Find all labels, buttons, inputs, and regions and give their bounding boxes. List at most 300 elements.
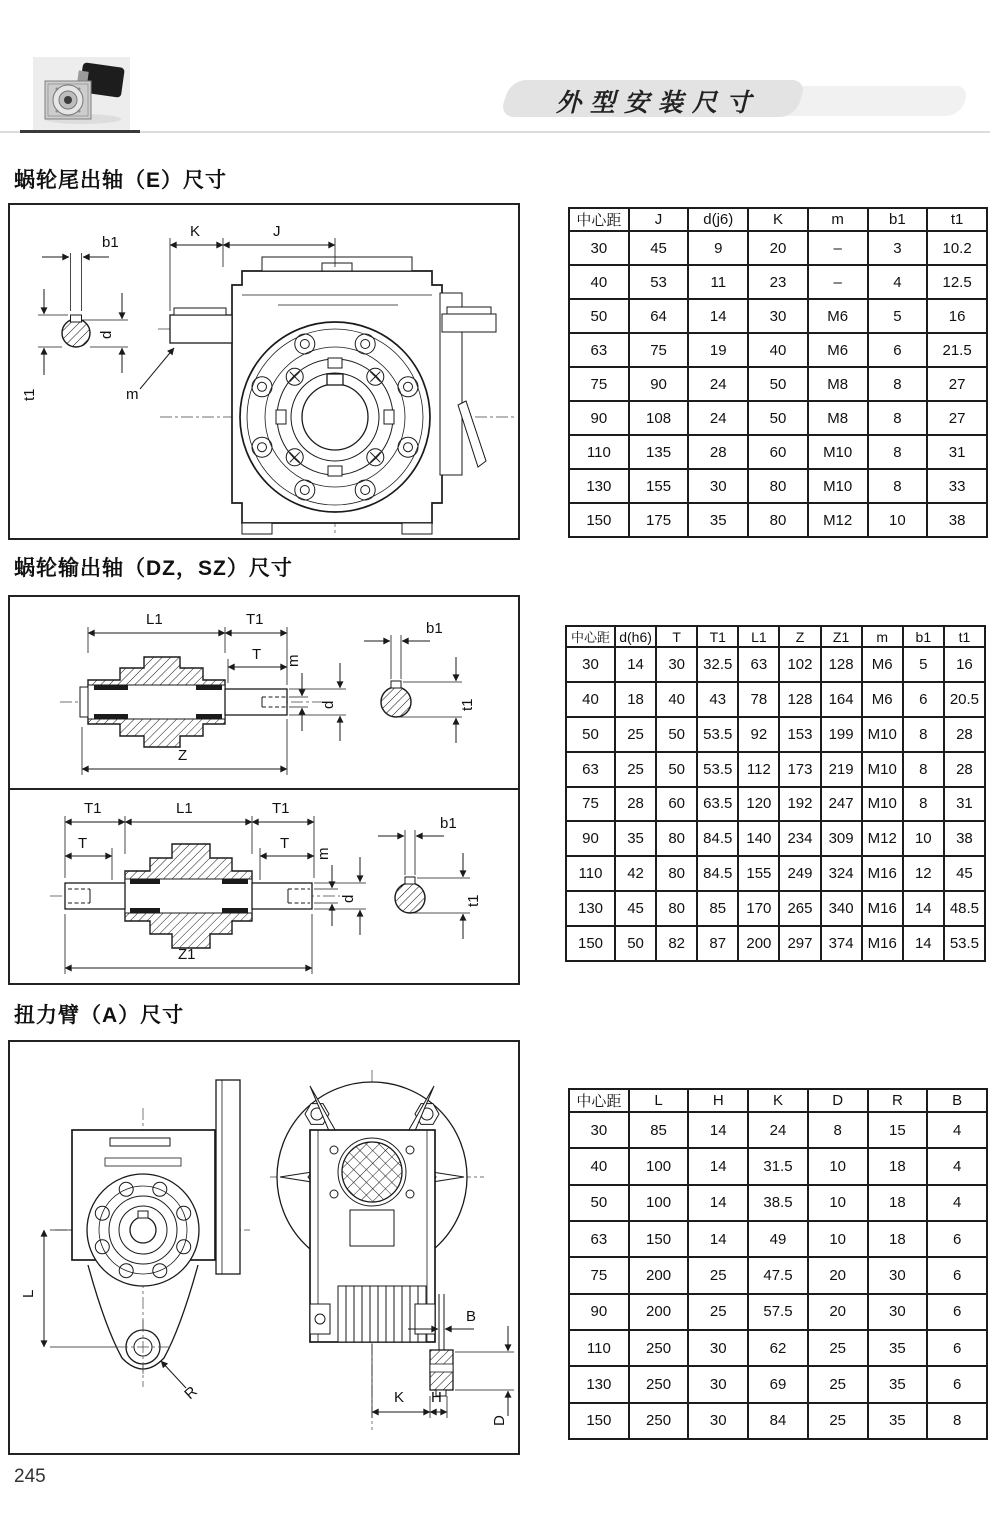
shaft-cross-section-single	[364, 620, 476, 743]
table-cell: 30	[748, 299, 808, 333]
table-cell: 63	[569, 1221, 629, 1257]
table-cell: 11	[688, 265, 748, 299]
table-cell: 25	[615, 752, 656, 787]
table-cell: M6	[862, 647, 903, 682]
table-row	[569, 1148, 987, 1184]
table-cell: 85	[629, 1112, 689, 1148]
table-cell: 130	[566, 891, 615, 926]
table-cell: 25	[808, 1366, 868, 1402]
tail-shaft-e-svg	[10, 205, 518, 538]
column-header: 中心距	[569, 208, 629, 231]
table-cell: 25	[808, 1403, 868, 1439]
table-cell: 30	[688, 469, 748, 503]
table-cell: 265	[779, 891, 820, 926]
table-cell: 30	[566, 647, 615, 682]
table-cell: 25	[688, 1294, 748, 1330]
column-header: 中心距	[566, 626, 615, 647]
table-cell: 6	[927, 1294, 987, 1330]
table-cell: 155	[738, 856, 779, 891]
table-cell: 28	[688, 435, 748, 469]
column-header: t1	[927, 208, 987, 231]
table-cell: 8	[868, 367, 928, 401]
table-cell: 6	[927, 1330, 987, 1366]
table-cell: 27	[927, 401, 987, 435]
table-cell: 53.5	[697, 752, 738, 787]
table-cell: 84.5	[697, 856, 738, 891]
table-cell: 150	[569, 1403, 629, 1439]
table-cell: 250	[629, 1403, 689, 1439]
table-cell: 75	[629, 333, 689, 367]
drawing-output-shaft-dz-sz	[8, 595, 520, 985]
table-cell: 40	[569, 1148, 629, 1184]
dim-label-L: L	[20, 1289, 37, 1298]
dim-label-m: m	[126, 386, 139, 403]
column-header: b1	[903, 626, 944, 647]
table-cell: 4	[927, 1112, 987, 1148]
dim-label-b1: b1	[426, 620, 443, 637]
table-cell: 57.5	[748, 1294, 808, 1330]
column-header: Z1	[821, 626, 862, 647]
gearbox-front-view	[158, 257, 514, 536]
table-cell: 108	[629, 401, 689, 435]
table-cell: 30	[688, 1330, 748, 1366]
table-row	[566, 821, 985, 856]
table-cell: M10	[862, 717, 903, 752]
header-row	[566, 626, 985, 647]
flange-plate-side	[216, 1080, 240, 1274]
table-cell: 48.5	[944, 891, 985, 926]
table-cell: 8	[808, 1112, 868, 1148]
table-cell: 80	[656, 821, 697, 856]
table-row	[569, 231, 987, 265]
column-header: K	[748, 208, 808, 231]
table-cell: 340	[821, 891, 862, 926]
table-cell: 38.5	[748, 1185, 808, 1221]
table-cell: 80	[748, 503, 808, 537]
table-cell: 10	[808, 1148, 868, 1184]
table-row	[566, 682, 985, 717]
table-cell: 110	[569, 1330, 629, 1366]
table-cell: 62	[748, 1330, 808, 1366]
table-cell: 12.5	[927, 265, 987, 299]
table-row	[569, 1257, 987, 1293]
table-cell: 35	[868, 1403, 928, 1439]
table-cell: 50	[748, 401, 808, 435]
column-header: L1	[738, 626, 779, 647]
table-cell: 374	[821, 926, 862, 961]
table-cell: 5	[868, 299, 928, 333]
header-row	[569, 208, 987, 231]
table-cell: 63	[566, 752, 615, 787]
table-row	[566, 926, 985, 961]
table-row	[569, 333, 987, 367]
section-title-output-shaft-dz-sz: 蜗轮输出轴（DZ，SZ）尺寸	[14, 557, 293, 580]
table-row	[566, 717, 985, 752]
table-cell: 128	[821, 647, 862, 682]
table-cell: 6	[927, 1366, 987, 1402]
table-cell: 19	[688, 333, 748, 367]
dim-label-T: T	[252, 646, 262, 663]
dim-label-b1: b1	[440, 815, 457, 832]
table-cell: M6	[808, 333, 868, 367]
shaft-cross-section-double	[378, 815, 482, 939]
table-cell: 219	[821, 752, 862, 787]
table-cell: 90	[569, 1294, 629, 1330]
dimension-table-a	[568, 1088, 988, 1440]
table-row	[569, 1366, 987, 1402]
page-number: 245	[14, 1466, 46, 1487]
table-cell: 120	[738, 787, 779, 822]
table-cell: 20	[748, 231, 808, 265]
table-torque-arm	[568, 1088, 988, 1440]
section-title-torque-arm-a: 扭力臂（A）尺寸	[14, 1004, 185, 1027]
table-cell: 14	[688, 299, 748, 333]
torque-arm-side-view	[270, 1070, 514, 1430]
table-cell: 8	[868, 401, 928, 435]
dim-label-K: K	[394, 1389, 405, 1406]
table-cell: 64	[629, 299, 689, 333]
table-cell: 50	[615, 926, 656, 961]
table-cell: 14	[688, 1112, 748, 1148]
table-cell: 8	[868, 469, 928, 503]
dim-label-T1-left: T1	[84, 800, 102, 817]
table-row	[569, 367, 987, 401]
column-header: L	[629, 1089, 689, 1112]
table-cell: M6	[862, 682, 903, 717]
column-header: d(h6)	[615, 626, 656, 647]
table-cell: 75	[566, 787, 615, 822]
table-row	[569, 1221, 987, 1257]
table-cell: 10	[808, 1185, 868, 1221]
table-cell: 100	[629, 1148, 689, 1184]
table-cell: 80	[656, 891, 697, 926]
table-cell: 16	[927, 299, 987, 333]
table-cell: 8	[903, 787, 944, 822]
table-cell: M10	[808, 435, 868, 469]
drawing-tail-shaft-e	[8, 203, 520, 540]
table-cell: 35	[868, 1330, 928, 1366]
table-cell: M16	[862, 926, 903, 961]
table-cell: 24	[748, 1112, 808, 1148]
table-cell: 45	[615, 891, 656, 926]
table-cell: 170	[738, 891, 779, 926]
table-cell: 153	[779, 717, 820, 752]
table-cell: 45	[944, 856, 985, 891]
table-cell: 155	[629, 469, 689, 503]
table-cell: 63.5	[697, 787, 738, 822]
table-cell: 53	[629, 265, 689, 299]
table-cell: 63	[738, 647, 779, 682]
table-cell: 14	[688, 1185, 748, 1221]
column-header: T	[656, 626, 697, 647]
column-header: K	[748, 1089, 808, 1112]
table-cell: 40	[748, 333, 808, 367]
table-cell: 6	[868, 333, 928, 367]
table-cell: M16	[862, 856, 903, 891]
table-row	[569, 401, 987, 435]
column-header: J	[629, 208, 689, 231]
dim-label-m: m	[285, 654, 302, 667]
table-cell: 200	[738, 926, 779, 961]
table-cell: 10	[808, 1221, 868, 1257]
table-cell: 28	[944, 752, 985, 787]
table-cell: 20	[808, 1257, 868, 1293]
table-cell: 78	[738, 682, 779, 717]
table-cell: 50	[569, 1185, 629, 1221]
table-cell: 21.5	[927, 333, 987, 367]
drawing-divider	[10, 788, 518, 790]
table-cell: 69	[748, 1366, 808, 1402]
table-cell: 53.5	[697, 717, 738, 752]
torque-arm-front-view	[20, 1080, 250, 1403]
table-cell: 90	[569, 401, 629, 435]
dim-label-t1: t1	[459, 698, 476, 711]
table-cell: 297	[779, 926, 820, 961]
table-cell: 200	[629, 1294, 689, 1330]
table-cell: 85	[697, 891, 738, 926]
table-cell: 23	[748, 265, 808, 299]
dim-label-b1: b1	[102, 234, 119, 251]
table-cell: 309	[821, 821, 862, 856]
column-header: 中心距	[569, 1089, 629, 1112]
table-cell: 90	[629, 367, 689, 401]
table-cell: 192	[779, 787, 820, 822]
table-cell: M8	[808, 367, 868, 401]
column-header: R	[868, 1089, 928, 1112]
table-cell: 8	[927, 1403, 987, 1439]
cooling-fins	[338, 1286, 426, 1342]
table-cell: 30	[569, 231, 629, 265]
table-cell: 30	[688, 1403, 748, 1439]
table-cell: 49	[748, 1221, 808, 1257]
table-cell: 40	[656, 682, 697, 717]
dim-label-D: D	[491, 1415, 508, 1426]
table-cell: 31	[944, 787, 985, 822]
table-cell: 102	[779, 647, 820, 682]
dim-label-d: d	[98, 330, 115, 339]
column-header: H	[688, 1089, 748, 1112]
table-cell: 24	[688, 367, 748, 401]
table-cell: M12	[808, 503, 868, 537]
table-cell: 199	[821, 717, 862, 752]
table-cell: 130	[569, 1366, 629, 1402]
table-cell: 6	[927, 1257, 987, 1293]
dim-label-R: R	[181, 1383, 201, 1403]
table-row	[566, 891, 985, 926]
dim-label-T-right: T	[280, 835, 290, 852]
output-shaft-double-svg	[10, 786, 518, 981]
table-cell: 4	[868, 265, 928, 299]
column-header: d(j6)	[688, 208, 748, 231]
table-cell: M12	[862, 821, 903, 856]
table-cell: M16	[862, 891, 903, 926]
table-cell: 50	[569, 299, 629, 333]
table-cell: 234	[779, 821, 820, 856]
table-cell: 10	[903, 821, 944, 856]
dim-label-L1: L1	[146, 611, 163, 628]
column-header: B	[927, 1089, 987, 1112]
column-header: D	[808, 1089, 868, 1112]
table-cell: 250	[629, 1330, 689, 1366]
table-cell: 9	[688, 231, 748, 265]
table-cell: 150	[566, 926, 615, 961]
output-shaft-double-view	[50, 844, 340, 948]
table-cell: 60	[748, 435, 808, 469]
table-row	[569, 1294, 987, 1330]
table-cell: 30	[656, 647, 697, 682]
table-cell: 30	[569, 1112, 629, 1148]
dim-label-Z1: Z1	[178, 946, 196, 963]
table-cell: 45	[629, 231, 689, 265]
table-cell: 4	[927, 1148, 987, 1184]
table-cell: 25	[688, 1257, 748, 1293]
table-cell: 10	[868, 503, 928, 537]
table-cell: 50	[656, 717, 697, 752]
output-shaft-single-svg	[10, 597, 518, 786]
table-cell: 110	[566, 856, 615, 891]
table-cell: 30	[868, 1294, 928, 1330]
table-cell: 31	[927, 435, 987, 469]
table-cell: 90	[566, 821, 615, 856]
table-cell: 25	[808, 1330, 868, 1366]
drawing-torque-arm-a	[8, 1040, 520, 1455]
dim-label-Z: Z	[178, 747, 188, 764]
table-cell: 35	[615, 821, 656, 856]
table-cell: 80	[748, 469, 808, 503]
table-cell: 35	[868, 1366, 928, 1402]
table-cell: 16	[944, 647, 985, 682]
table-cell: 8	[868, 435, 928, 469]
table-row	[569, 435, 987, 469]
table-cell: 43	[697, 682, 738, 717]
dim-label-J: J	[273, 223, 281, 240]
photo-shelf-line	[20, 130, 140, 133]
table-cell: 10.2	[927, 231, 987, 265]
table-cell: 33	[927, 469, 987, 503]
table-cell: 50	[566, 717, 615, 752]
table-cell: 14	[615, 647, 656, 682]
table-cell: 92	[738, 717, 779, 752]
dim-label-T-left: T	[78, 835, 88, 852]
table-cell: 3	[868, 231, 928, 265]
table-cell: 75	[569, 1257, 629, 1293]
table-cell: –	[808, 265, 868, 299]
table-cell: 130	[569, 469, 629, 503]
header-row	[569, 1089, 987, 1112]
table-cell: 30	[868, 1257, 928, 1293]
dimension-table-dz-sz	[565, 625, 986, 962]
table-cell: 6	[903, 682, 944, 717]
table-cell: 18	[868, 1221, 928, 1257]
table-cell: 53.5	[944, 926, 985, 961]
dim-label-L1: L1	[176, 800, 193, 817]
table-cell: 40	[566, 682, 615, 717]
table-row	[566, 856, 985, 891]
table-row	[569, 1185, 987, 1221]
table-cell: M6	[808, 299, 868, 333]
table-cell: 14	[903, 926, 944, 961]
column-header: t1	[944, 626, 985, 647]
dim-label-d: d	[320, 700, 337, 709]
table-cell: 100	[629, 1185, 689, 1221]
table-cell: 14	[688, 1148, 748, 1184]
gearmotor-photo-illustration	[33, 57, 130, 130]
product-photo	[33, 57, 130, 130]
table-cell: 150	[629, 1221, 689, 1257]
input-shaft	[170, 315, 232, 343]
section-title-tail-shaft-e: 蜗轮尾出轴（E）尺寸	[14, 169, 228, 192]
table-cell: 50	[656, 752, 697, 787]
table-row	[569, 265, 987, 299]
dim-label-B: B	[466, 1308, 477, 1325]
table-output-shaft	[565, 625, 986, 962]
table-cell: 12	[903, 856, 944, 891]
table-row	[566, 787, 985, 822]
table-cell: 18	[615, 682, 656, 717]
table-cell: 128	[779, 682, 820, 717]
table-cell: 63	[569, 333, 629, 367]
table-cell: 135	[629, 435, 689, 469]
table-cell: 110	[569, 435, 629, 469]
table-tail-shaft-e	[568, 207, 988, 538]
table-cell: –	[808, 231, 868, 265]
table-row	[569, 299, 987, 333]
table-cell: 247	[821, 787, 862, 822]
table-cell: 32.5	[697, 647, 738, 682]
table-row	[569, 503, 987, 537]
dim-label-t1: t1	[465, 894, 482, 907]
table-cell: 75	[569, 367, 629, 401]
dim-label-T1: T1	[246, 611, 264, 628]
table-cell: 35	[688, 503, 748, 537]
column-header: Z	[779, 626, 820, 647]
table-row	[566, 647, 985, 682]
table-cell: 14	[688, 1221, 748, 1257]
page-title: 外型安装尺寸	[555, 89, 760, 117]
table-cell: 38	[944, 821, 985, 856]
table-cell: 38	[927, 503, 987, 537]
dim-label-d: d	[340, 894, 357, 903]
table-cell: 40	[569, 265, 629, 299]
output-shaft-single-view	[60, 654, 322, 747]
table-cell: 20.5	[944, 682, 985, 717]
table-cell: 112	[738, 752, 779, 787]
table-cell: 250	[629, 1366, 689, 1402]
column-header: T1	[697, 626, 738, 647]
table-cell: 28	[615, 787, 656, 822]
table-cell: 20	[808, 1294, 868, 1330]
table-row	[569, 1330, 987, 1366]
table-cell: 18	[868, 1148, 928, 1184]
table-row	[566, 752, 985, 787]
table-cell: 50	[748, 367, 808, 401]
dim-label-t1: t1	[21, 388, 38, 401]
table-cell: 249	[779, 856, 820, 891]
table-cell: 60	[656, 787, 697, 822]
table-cell: 150	[569, 503, 629, 537]
table-cell: M10	[862, 787, 903, 822]
table-cell: 84.5	[697, 821, 738, 856]
table-cell: 4	[927, 1185, 987, 1221]
table-cell: 15	[868, 1112, 928, 1148]
table-cell: 24	[688, 401, 748, 435]
table-cell: M10	[808, 469, 868, 503]
table-cell: 14	[903, 891, 944, 926]
table-row	[569, 1112, 987, 1148]
table-cell: 200	[629, 1257, 689, 1293]
table-cell: 173	[779, 752, 820, 787]
table-cell: 30	[688, 1366, 748, 1402]
